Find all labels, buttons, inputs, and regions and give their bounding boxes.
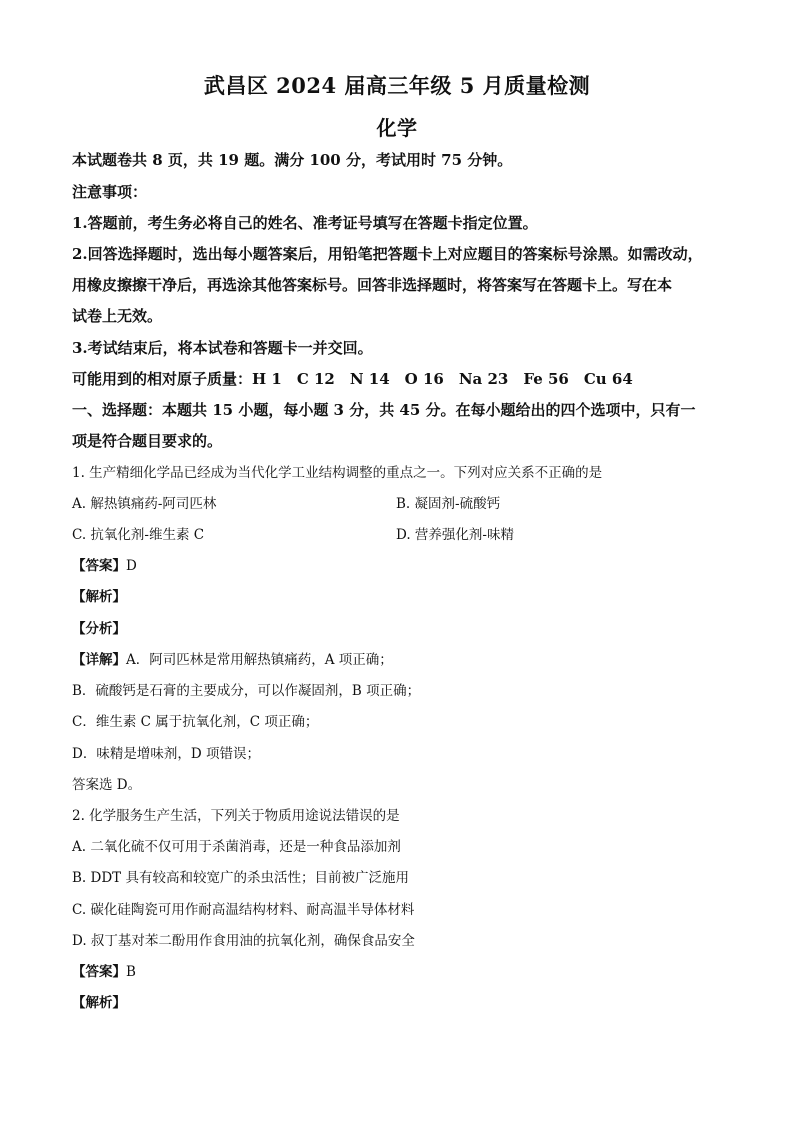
- q1-option-b: B. 凝固剂-硫酸钙: [396, 496, 501, 512]
- q1-detail-3: C．维生素 C 属于抗氧化剂，C 项正确；: [72, 714, 319, 730]
- q1-detail-4: D．味精是增味剂，D 项错误；: [72, 746, 260, 762]
- q1-answer-tag: 【答案】: [72, 558, 126, 574]
- q1-answer-line: [72, 556, 732, 576]
- q1-detail-1-text: A．阿司匹林是常用解热镇痛药，A 项正确；: [126, 652, 393, 668]
- q1-stem: 1. 生产精细化学品已经成为当代化学工业结构调整的重点之一。下列对应关系不正确的是: [72, 465, 603, 481]
- q1-option-a: A. 解热镇痛药-阿司匹林: [72, 496, 217, 512]
- q1-option-d: D. 营养强化剂-味精: [396, 527, 514, 543]
- q1-conclusion: 答案选 D。: [72, 777, 142, 793]
- note-1: 1.答题前，考生务必将自己的姓名、准考证号填写在答题卡指定位置。: [72, 214, 538, 232]
- note-3: 3.考试结束后，将本试卷和答题卡一并交回。: [72, 339, 373, 357]
- q2-answer-tag: 【答案】: [72, 964, 126, 980]
- q1-analyze-tag: 【分析】: [72, 621, 126, 637]
- q1-option-c: C. 抗氧化剂-维生素 C: [72, 527, 205, 543]
- atomic-masses: 可能用到的相对原子质量：H 1 C 12 N 14 O 16 Na 23 Fe 56 Cu 64: [72, 370, 633, 388]
- q2-answer: B: [126, 964, 136, 980]
- q2-option-c: C. 碳化硅陶瓷可用作耐高温结构材料、耐高温半导体材料: [72, 902, 415, 918]
- notes-heading: 注意事项：: [72, 183, 148, 201]
- q2-analysis-tag: 【解析】: [72, 995, 126, 1011]
- q2-stem: 2. 化学服务生产生活，下列关于物质用途说法错误的是: [72, 808, 400, 824]
- section-heading-line-1: 一、选择题：本题共 15 小题，每小题 3 分，共 45 分。在每小题给出的四个选项中，只有一: [72, 401, 696, 419]
- note-2-line-2: 用橡皮擦擦干净后，再选涂其他答案标号。回答非选择题时，将答案写在答题卡上。写在本: [72, 276, 673, 294]
- exam-title: 武昌区 2024 届高三年级 5 月质量检测: [203, 73, 591, 98]
- q2-option-b: B. DDT 具有较高和较宽广的杀虫活性；目前被广泛施用: [72, 870, 409, 886]
- subject-title: 化学: [376, 116, 418, 140]
- section-heading-line-2: 项是符合题目要求的。: [72, 432, 223, 450]
- q2-answer-line: [72, 962, 732, 982]
- note-2-line-3: 试卷上无效。: [72, 307, 163, 325]
- q1-detail-tag: 【详解】: [72, 652, 126, 668]
- q1-detail-1: [72, 650, 732, 670]
- q2-option-d: D. 叔丁基对苯二酚用作食用油的抗氧化剂，确保食品安全: [72, 933, 415, 949]
- note-2-line-1: 2.回答选择题时，选出每小题答案后，用铅笔把答题卡上对应题目的答案标号涂黑。如需改动，: [72, 245, 703, 263]
- q1-answer: D: [126, 558, 137, 574]
- q1-detail-2: B．硫酸钙是石膏的主要成分，可以作凝固剂，B 项正确；: [72, 683, 421, 699]
- exam-summary: 本试题卷共 8 页，共 19 题。满分 100 分，考试用时 75 分钟。: [72, 151, 513, 169]
- q1-analysis-tag: 【解析】: [72, 589, 126, 605]
- q2-option-a: A. 二氧化硫不仅可用于杀菌消毒，还是一种食品添加剂: [72, 839, 401, 855]
